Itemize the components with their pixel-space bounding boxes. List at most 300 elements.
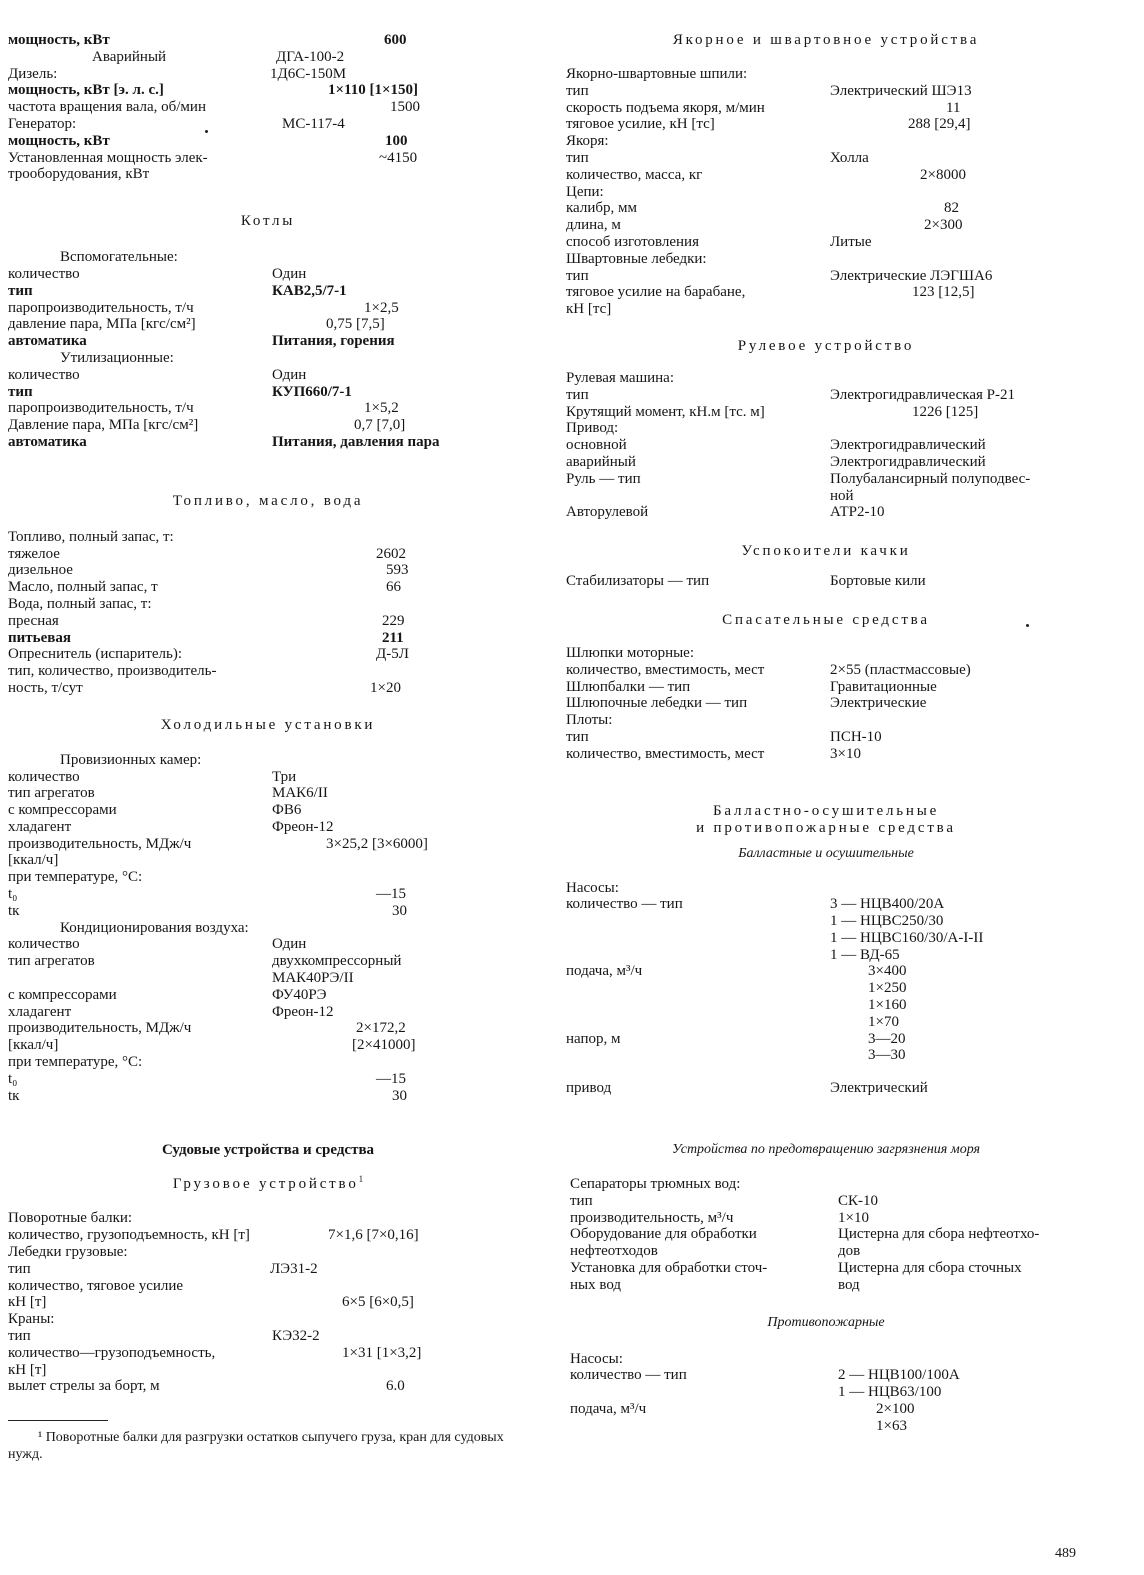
spec-line [566,662,1086,679]
spec-line [8,1037,528,1054]
spec-line [570,1418,1086,1435]
spec-line [8,166,528,183]
spec-line [8,1294,528,1311]
spec-line [566,217,1086,234]
spec-line [8,417,528,434]
spec-label: тип агрегатов [8,785,95,802]
spec-value: 1×160 [868,997,907,1014]
spec-line [566,471,1086,488]
spec-line [570,1226,1086,1243]
spec-value: КАВ2,5/7-1 [272,282,347,299]
spec-line [8,316,528,333]
spec-line [8,384,528,401]
page-number: 489 [1055,1546,1076,1561]
spec-line [8,82,528,99]
footnote: ¹ Поворотные балки для разгрузки остатков сыпучего груза, кран для судовых нужд. [8,1430,504,1463]
spec-value: Электрический [830,1080,928,1097]
spec-line [8,350,528,367]
spec-value: МС-117-4 [282,115,345,132]
spec-label: кН [т] [8,1361,47,1378]
spec-line [8,1345,528,1362]
spec-label: Кондиционирования воздуха: [60,919,249,936]
spec-label: Оборудование для обработки [570,1226,757,1243]
spec-value: 1×5,2 [364,400,399,417]
spec-line [8,1210,528,1227]
spec-line [566,404,1086,421]
spec-label: пресная [8,612,59,629]
spec-value: Электрический ШЭ13 [830,82,972,99]
spec-line [570,1176,1086,1193]
spec-label: Топливо, полный запас, т: [8,528,174,545]
spec-line [566,573,1086,590]
spec-line [566,454,1086,471]
spec-value: 2×172,2 [356,1020,406,1037]
spec-line [8,333,528,350]
spec-label: количество [8,768,80,785]
spec-label: паропроизводительность, т/ч [8,299,194,316]
spec-label: дизельное [8,562,73,579]
spec-label: тип [566,267,589,284]
spec-label: Установка для обработки сточ- [570,1260,768,1277]
spec-value: 3×10 [830,745,861,762]
spec-label: тяговое усилие на барабане, [566,284,746,301]
spec-label: количество — тип [570,1367,687,1384]
spec-label: вылет стрелы за борт, м [8,1378,160,1395]
spec-value: 2×100 [876,1401,915,1418]
spec-label: количество—грузоподъемность, [8,1344,216,1361]
spec-line [8,752,528,769]
spec-line [566,184,1086,201]
spec-value: ~4150 [379,149,418,166]
spec-value: 6.0 [386,1378,405,1395]
spec-label: длина, м [566,217,621,234]
spec-line [566,1047,1086,1064]
spec-line [8,1088,528,1105]
spec-label: tк [8,1087,20,1104]
spec-value: 1×2,5 [364,299,399,316]
spec-label: тип [8,1260,31,1277]
spec-line [8,1004,528,1021]
spec-value: 2 — НЦВ100/100А [838,1367,960,1384]
spec-line [8,886,528,903]
spec-line [566,997,1086,1014]
spec-line [570,1351,1086,1368]
spec-line [8,785,528,802]
spec-label: напор, м [566,1030,621,1047]
spec-label: количество [8,265,80,282]
spec-label: Лебедки грузовые: [8,1244,128,1261]
spec-line [8,283,528,300]
spec-line [8,1328,528,1345]
spec-line [570,1367,1086,1384]
spec-value: 123 [12,5] [912,284,975,301]
spec-line [566,930,1086,947]
spec-label: количество, тяговое усилие [8,1277,184,1294]
spec-line [8,579,528,596]
spec-value: 600 [384,32,407,48]
spec-label: тип [8,383,33,400]
spec-label: Крутящий момент, кН.м [тс. м] [566,403,765,420]
spec-line [8,920,528,937]
spec-line [566,100,1086,117]
spec-line [8,1378,528,1395]
roll-block [566,573,1086,590]
spec-label: количество, вместимость, мест [566,661,765,678]
spec-line [8,400,528,417]
spec-label: Рулевая машина: [566,369,674,386]
spec-value: 1×70 [868,1013,899,1030]
spec-label: при температуре, °С: [8,869,143,886]
spec-label: подача, м³/ч [566,963,643,980]
section-heading-ballast-2: и противопожарные средства [696,819,956,836]
spec-label: t₀ [8,886,18,903]
spec-line [566,679,1086,696]
spec-label: Провизионных камер: [60,751,202,768]
spec-value: Электрические ЛЭГША6 [830,267,993,284]
spec-line [566,695,1086,712]
spec-label: Насосы: [570,1350,623,1367]
spec-value: Электрогидравлический [830,437,986,454]
section-heading-roll-stabilizers: Успокоители качки [741,543,911,560]
spec-line [566,437,1086,454]
spec-line [8,1261,528,1278]
spec-line [8,630,528,647]
spec-line [566,234,1086,251]
scan-speck [1026,624,1029,627]
engine-block [8,32,528,183]
spec-label: давление пара, МПа [кгс/см²] [8,316,196,333]
spec-label: Вспомогательные: [60,249,178,266]
spec-line [566,133,1086,150]
spec-label: автоматика [8,433,87,450]
spec-label: tк [8,902,20,919]
spec-label: Сепараторы трюмных вод: [570,1176,741,1193]
spec-value: двухкомпрессорный [272,953,402,970]
spec-line [8,1020,528,1037]
spec-line [566,980,1086,997]
scan-speck [205,130,208,133]
section-heading-fuel: Топливо, масло, вода [172,492,364,509]
fuel-block [8,529,528,697]
spec-value: 1×20 [370,679,401,696]
spec-value: Холла [830,149,869,166]
spec-line [8,1227,528,1244]
spec-value: ной [830,487,854,504]
spec-line [8,1071,528,1088]
spec-value: СК-10 [838,1192,879,1209]
anchor-block [566,66,1086,318]
spec-line [570,1193,1086,1210]
spec-line [566,66,1086,83]
spec-label: Плоты: [566,712,613,729]
spec-label: Руль — тип [566,470,641,487]
spec-label: Привод: [566,420,619,437]
spec-line [8,546,528,563]
spec-value: Д-5Л [376,646,409,663]
spec-value: МАК40РЭ/II [272,970,354,987]
spec-label: хладагент [8,818,72,835]
pollution-block [570,1176,1086,1294]
spec-value: 1500 [390,99,420,116]
spec-value: —15 [376,1070,406,1087]
right-column [566,32,1086,1435]
spec-line [8,680,528,697]
steering-block [566,370,1086,521]
spec-label: нефтеотходов [570,1243,658,1260]
spec-line [566,268,1086,285]
spec-line [8,936,528,953]
spec-value: вод [838,1276,860,1293]
spec-line [8,1244,528,1261]
spec-line [566,712,1086,729]
spec-label: Дизель: [8,65,58,82]
spec-line [566,947,1086,964]
spec-label: подача, м³/ч [570,1401,647,1418]
spec-value: Электрогидравлическая Р-21 [830,386,1015,403]
spec-line [566,301,1086,318]
spec-label: мощность, кВт [8,132,110,149]
spec-label: Шлюпки моторные: [566,644,694,661]
spec-label: ность, т/сут [8,679,83,696]
spec-label: тип [566,386,589,403]
spec-label: мощность, кВт [8,32,110,48]
section-heading-boilers: Котлы [240,213,296,230]
spec-label: Масло, полный запас, т [8,579,158,596]
spec-label: питьевая [8,629,71,646]
cargo-block [8,1210,528,1395]
spec-value: 1226 [125] [912,403,979,420]
section-heading-ship-devices: Судовые устройства и средства [161,1142,375,1159]
spec-label: Цепи: [566,183,604,200]
spec-line [566,1031,1086,1048]
spec-value: АТР2-10 [830,504,885,521]
spec-value: 1×110 [1×150] [328,82,419,99]
spec-label: тяговое усилие, кН [тс] [566,116,715,133]
spec-value: Фреон-12 [272,1003,334,1020]
spec-value: Гравитационные [830,678,937,695]
spec-value: 0,7 [7,0] [354,417,406,434]
spec-line [566,167,1086,184]
spec-label: калибр, мм [566,200,637,217]
spec-line [8,266,528,283]
spec-line [566,729,1086,746]
section-heading-refrigeration: Холодильные установки [160,716,376,733]
spec-label: кН [тс] [566,301,612,318]
spec-label: количество, масса, кг [566,166,703,183]
lifesaving-block [566,645,1086,763]
spec-label: Генератор: [8,115,77,132]
spec-label: Якорно-швартовные шпили: [566,66,748,82]
spec-label: мощность, кВт [э. л. с.] [8,82,164,99]
spec-label: тип [566,149,589,166]
spec-line [8,869,528,886]
spec-line [8,836,528,853]
spec-label: [ккал/ч] [8,852,59,869]
spec-line [566,200,1086,217]
spec-line [566,284,1086,301]
spec-value: Питания, давления пара [272,433,440,450]
subsection-pollution: Устройства по предотвращению загрязнения моря [671,1142,981,1158]
section-heading-lifesaving: Спасательные средства [722,611,930,628]
spec-label: тип [566,82,589,99]
spec-label: ных вод [570,1276,622,1293]
spec-value: 229 [382,612,405,629]
spec-label: с компрессорами [8,802,117,819]
spec-value: Цистерна для сбора сточных [838,1260,1022,1277]
spec-label: с компрессорами [8,986,117,1003]
spec-value: 82 [944,200,959,217]
subsection-ballast: Балластные и осушительные [738,845,914,861]
section-heading-steering: Рулевое устройство [737,337,915,354]
spec-value: 1×31 [1×3,2] [342,1344,422,1361]
spec-line [8,32,528,49]
spec-label: тип, количество, производитель- [8,663,217,680]
spec-value: Один [272,265,307,282]
spec-label: Стабилизаторы — тип [566,573,710,590]
fire-block [570,1351,1086,1435]
spec-line [570,1210,1086,1227]
spec-value: 1×250 [868,980,907,997]
spec-value: [2×41000] [352,1037,416,1054]
spec-value: КЭ32-2 [272,1328,320,1345]
spec-label: Швартовные лебедки: [566,250,707,267]
spec-label: тип агрегатов [8,953,95,970]
refrigeration-block [8,752,528,1105]
spec-line [570,1260,1086,1277]
spec-label: Аварийный [92,48,167,65]
spec-line [566,645,1086,662]
spec-line [566,150,1086,167]
spec-line [566,1014,1086,1031]
spec-line [8,300,528,317]
spec-value: Бортовые кили [830,573,926,590]
spec-line [570,1243,1086,1260]
section-heading-ballast-1: Балластно-осушительные [712,802,940,819]
spec-value: Электрические [830,695,927,712]
spec-label: кН [т] [8,1294,47,1311]
spec-label: Опреснитель (испаритель): [8,646,182,663]
spec-line [566,913,1086,930]
ballast-drive-line [566,1080,1086,1097]
spec-value: Питания, горения [272,333,395,350]
spec-label: Утилизационные: [60,349,174,366]
spec-line [566,420,1086,437]
boilers-block [8,249,528,451]
section-heading-cargo: Грузовое устройство$^1$ [172,1174,364,1193]
spec-label: производительность, м³/ч [570,1209,734,1226]
spec-value: Цистерна для сбора нефтеотхо- [838,1226,1040,1243]
spec-line [8,99,528,116]
spec-value: ЛЭ31-2 [270,1260,318,1277]
spec-value: 1 — НЦВС250/30 [830,913,944,930]
spec-value: 30 [392,1087,407,1104]
spec-value: 2×8000 [920,166,966,183]
spec-value: дов [838,1243,861,1260]
spec-line [8,953,528,970]
spec-line [8,596,528,613]
spec-line [8,769,528,786]
spec-value: 3 — НЦВ400/20А [830,896,945,913]
spec-line [8,802,528,819]
spec-line [8,367,528,384]
spec-value: 7×1,6 [7×0,16] [328,1227,419,1244]
spec-line [566,387,1086,404]
spec-value: 3×25,2 [3×6000] [326,835,428,852]
spec-value: 1 — НЦВ63/100 [838,1384,942,1401]
spec-line [8,987,528,1004]
spec-value: Литые [830,233,872,250]
spec-value: 3—30 [868,1047,906,1064]
subsection-fire: Противопожарные [767,1314,885,1330]
spec-line [566,83,1086,100]
spec-label: тяжелое [8,545,60,562]
spec-label: количество, грузоподъемность, кН [т] [8,1227,250,1244]
spec-label: частота вращения вала, об/мин [8,99,206,116]
spec-value: Полубалансирный полуподвес- [830,470,1031,487]
spec-label: Авторулевой [566,504,649,521]
spec-label: скорость подъема якоря, м/мин [566,99,765,116]
spec-line [8,434,528,451]
spec-value: 1Д6С-150М [270,65,347,82]
spec-label: тип [570,1192,593,1209]
spec-value: Фреон-12 [272,818,334,835]
spec-line [8,116,528,133]
spec-line [8,819,528,836]
spec-value: —15 [376,886,406,903]
spec-line [570,1384,1086,1401]
left-column [8,32,528,1463]
spec-line [570,1401,1086,1418]
spec-label: тип [8,282,33,299]
spec-line [8,66,528,83]
spec-label: Якоря: [566,133,609,150]
spec-value: 3—20 [868,1030,906,1047]
spec-value: КУП660/7-1 [272,383,352,400]
spec-label: Давление пара, МПа [кгс/см²] [8,417,199,434]
spec-line [570,1277,1086,1294]
spec-label: количество — тип [566,896,683,913]
spec-line [566,116,1086,133]
spec-line [566,896,1086,913]
spec-line [8,1054,528,1071]
spec-value: 11 [946,99,961,116]
spec-label: тип [566,728,589,745]
spec-value: 0,75 [7,5] [326,316,385,333]
spec-label: Шлюпбалки — тип [566,678,691,695]
spec-line [8,663,528,680]
spec-value: 66 [386,579,401,596]
spec-value: 1×10 [838,1209,869,1226]
spec-label: Краны: [8,1311,55,1328]
spec-line [8,646,528,663]
spec-line [8,249,528,266]
ballast-block [566,880,1086,1065]
spec-label: t₀ [8,1070,18,1087]
spec-value: 3×400 [868,963,907,980]
spec-label: [ккал/ч] [8,1037,59,1054]
spec-value: МАК6/II [272,785,328,802]
spec-line [8,1362,528,1379]
spec-value: ФВ6 [272,802,302,819]
spec-value: ФУ40РЭ [272,986,327,1003]
spec-value: 211 [382,629,404,646]
spec-value: Три [272,768,297,785]
spec-line [566,504,1086,521]
spec-label: тип [8,1328,31,1345]
spec-label: Установленная мощность элек- [8,149,208,166]
spec-value: 2×55 (пластмассовые) [830,661,971,678]
spec-line [8,970,528,987]
